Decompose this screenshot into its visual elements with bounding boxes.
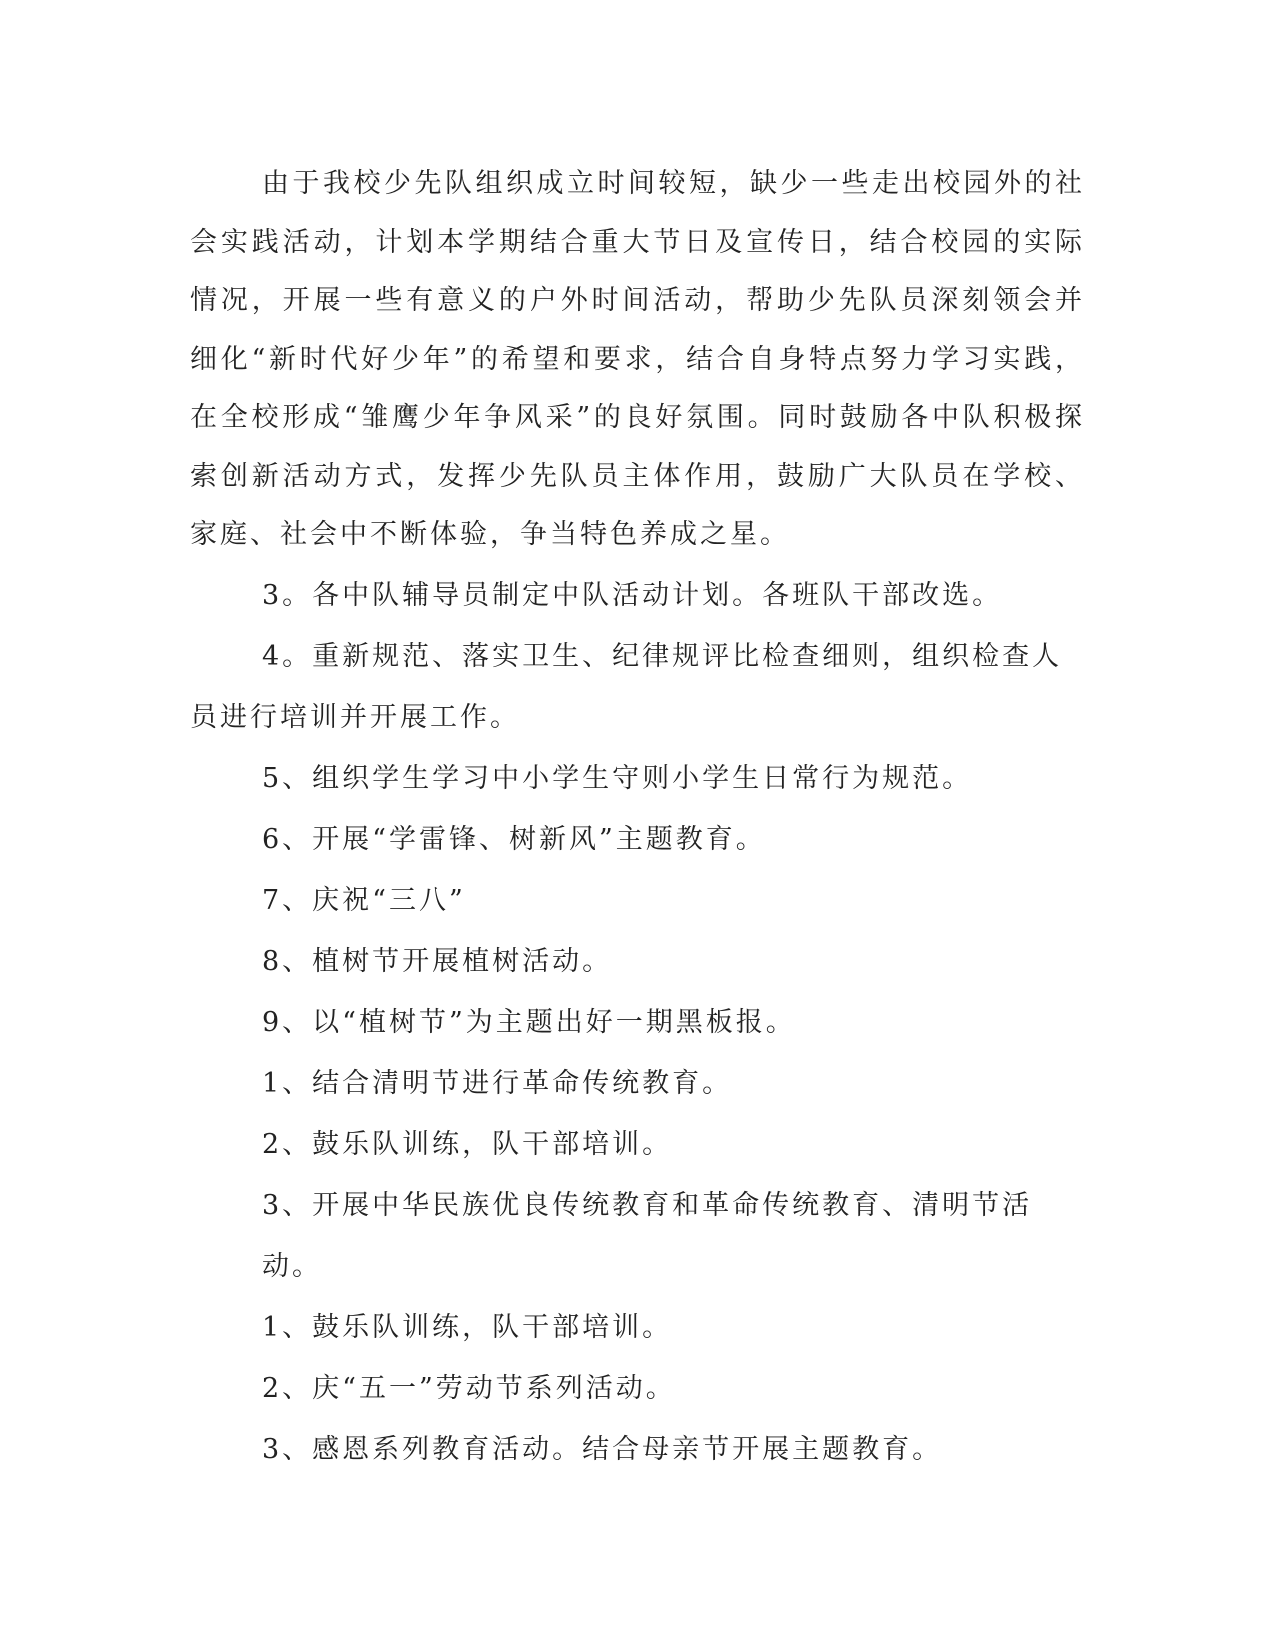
- list-item: 9、以“植树节”为主题出好一期黑板报。: [262, 1006, 796, 1038]
- list-item: 6、开展“学雷锋、树新风”主题教育。: [262, 823, 766, 855]
- list-item: 8、植树节开展植树活动。: [262, 945, 613, 977]
- list-item: 1、结合清明节进行革命传统教育。: [262, 1067, 733, 1099]
- list-item: 5、组织学生学习中小学生守则小学生日常行为规范。: [262, 762, 973, 794]
- list-item: 2、庆“五一”劳动节系列活动。: [262, 1372, 676, 1404]
- intro-paragraph: 由于我校少先队组织成立时间较短，缺少一些走出校园外的社会实践活动，计划本学期结合重大节日及宣传日，结合校园的实际情况，开展一些有意义的户外时间活动，帮助少先队员深刻领会并细化“新时代好少年”的希望和要求，结合自身特点努力学习实践，在全校形成“雏鹰少年争风采”的良好氛围。同时鼓励各中队积极探索创新活动方式，发挥少先队员主体作用，鼓励广大队员在学校、家庭、社会中不断体验，争当特色养成之星。: [190, 168, 1085, 550]
- list-item: 2、鼓乐队训练，队干部培训。: [262, 1128, 673, 1160]
- list-item: 3、感恩系列教育活动。结合母亲节开展主题教育。: [262, 1433, 943, 1465]
- list-item: 7、庆祝“三八”: [262, 884, 466, 916]
- list-item: 1、鼓乐队训练，队干部培训。: [262, 1311, 673, 1343]
- list-item: 4。重新规范、落实卫生、纪律规评比检查细则，组织检查人员进行培训并开展工作。: [190, 640, 1063, 733]
- list-item: 3、开展中华民族优良传统教育和革命传统教育、清明节活动。: [262, 1189, 1033, 1282]
- list-item: 3。各中队辅导员制定中队活动计划。各班队干部改选。: [262, 579, 1003, 611]
- document-body: [190, 155, 1085, 1480]
